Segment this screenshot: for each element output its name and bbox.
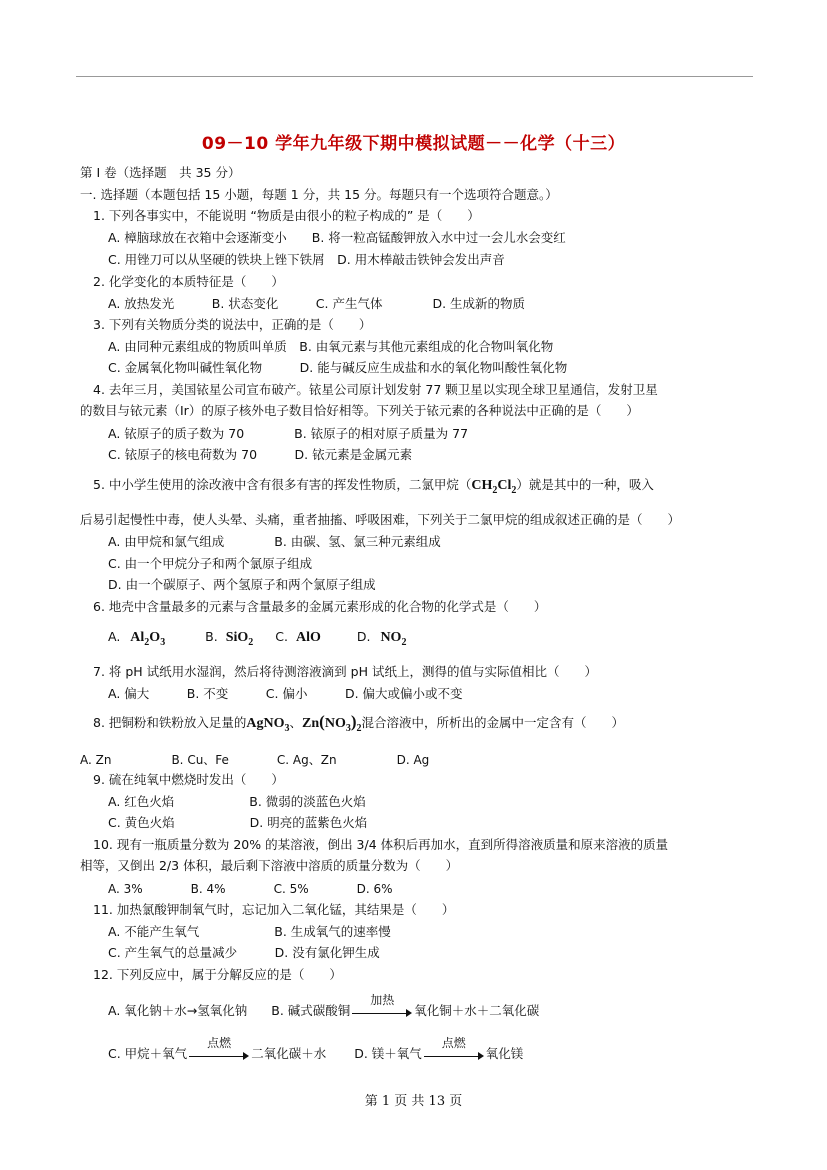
question-9-options-ab: A. 红色火焰 B. 微弱的淡蓝色火焰: [108, 794, 366, 809]
question-2-stem: 2. 化学变化的本质特征是（ ）: [93, 274, 284, 289]
question-12-option-d-product: 氧化镁: [485, 1046, 524, 1061]
question-5-stem-line1: [93, 477, 654, 499]
question-6-options: [108, 629, 406, 651]
question-12-options-cd: [108, 1035, 524, 1062]
reaction-arrow-ignite-c: [189, 1035, 249, 1060]
question-8-separator: 、: [289, 715, 303, 730]
question-12-option-c-product: 二氧化碳＋水: [251, 1046, 327, 1061]
part-heading: 一. 选择题（本题包括 15 小题，每题 1 分，共 15 分。每题只有一个选项符合题意。）: [80, 187, 558, 202]
question-1-stem: 1. 下列各事实中，不能说明 “物质是由很小的粒子构成的” 是（ ）: [93, 208, 480, 223]
option-b-label: B.: [205, 629, 218, 644]
question-10-options: A. 3% B. 4% C. 5% D. 6%: [108, 882, 393, 896]
question-8-stem-part1: 8. 把铜粉和铁粉放入足量的: [93, 715, 247, 730]
reaction-arrow-ignite-d: [424, 1035, 484, 1060]
question-6-stem: 6. 地壳中含量最多的元素与含量最多的金属元素形成的化合物的化学式是（ ）: [93, 599, 547, 614]
question-4-options-ab: A. 铱原子的质子数为 70 B. 铱原子的相对原子质量为 77: [108, 426, 469, 441]
header-rule: [76, 76, 753, 77]
option-d-label: D.: [356, 629, 371, 644]
question-11-options-cd: C. 产生氧气的总量减少 D. 没有氯化钾生成: [108, 945, 380, 960]
question-12-option-b-reactant: B. 碱式碳酸铜: [271, 1003, 351, 1018]
section-heading: 第 I 卷（选择题 共 35 分）: [80, 165, 241, 180]
formula-agno3: AgNO$_3$: [246, 716, 290, 734]
question-3-stem: 3. 下列有关物质分类的说法中，正确的是（ ）: [93, 317, 372, 332]
formula-ch2cl2: $CH_2Cl_2$: [471, 478, 517, 496]
question-4-stem-line2: 的数目与铱元素（Ir）的原子核外电子数目恰好相等。下列关于铱元素的各种说法中正确的是（ ）: [80, 403, 639, 418]
question-3-options-cd: C. 金属氧化物叫碱性氧化物 D. 能与碱反应生成盐和水的氧化物叫酸性氧化物: [108, 360, 568, 375]
question-10-stem-line2: 相等，又倒出 2/3 体积，最后剩下溶液中溶质的质量分数为（ ）: [80, 858, 459, 873]
question-8-stem: [93, 714, 624, 737]
question-10-stem-line1: 10. 现有一瓶质量分数为 20% 的某溶液，倒出 3/4 体积后再加水，直到所得溶液质量和原来溶液的质量: [93, 837, 669, 852]
condition-ignite-d: 点燃: [441, 1035, 466, 1050]
question-1-options-ab: A. 樟脑球放在衣箱中会逐渐变小 B. 将一粒高锰酸钾放入水中过一会儿水会变红: [108, 230, 566, 245]
question-9-stem: 9. 硫在纯氧中燃烧时发出（ ）: [93, 772, 284, 787]
question-11-options-ab: A. 不能产生氧气 B. 生成氧气的速率慢: [108, 924, 391, 939]
question-9-options-cd: C. 黄色火焰 D. 明亮的蓝紫色火焰: [108, 815, 368, 830]
question-12-option-b-product: 氧化铜＋水＋二氧化碳: [414, 1003, 540, 1018]
question-2-options: A. 放热发光 B. 状态变化 C. 产生气体 D. 生成新的物质: [108, 296, 526, 311]
question-8-stem-part2: 混合溶液中，所析出的金属中一定含有（ ）: [361, 715, 625, 730]
question-5-option-d: D. 由一个碳原子、两个氢原子和两个氯原子组成: [108, 577, 376, 592]
question-12-stem: 12. 下列反应中，属于分解反应的是（ ）: [93, 967, 342, 982]
option-c-label: C.: [275, 629, 288, 644]
formula-sio2: SiO$_2$: [225, 630, 254, 648]
page-title: 09－10 学年九年级下期中模拟试题－－化学（十三）: [201, 134, 626, 154]
question-5-stem-line2: 后易引起慢性中毒，使人头晕、头痛，重者抽搐、呼吸困难，下列关于二氯甲烷的组成叙述正确的是（ ）: [80, 512, 681, 527]
question-4-stem-line1: 4. 去年三月，美国铱星公司宣布破产。铱星公司原计划发射 77 颗卫星以实现全球卫星通信，发射卫星: [93, 382, 658, 397]
condition-ignite-c: 点燃: [207, 1035, 232, 1050]
question-1-options-cd: C. 用锉刀可以从坚硬的铁块上锉下铁屑 D. 用木棒敲击铁钟会发出声音: [108, 252, 505, 267]
question-5-stem-part2: ）就是其中的一种，吸入: [516, 477, 654, 492]
question-5-options-ab: A. 由甲烷和氯气组成 B. 由碳、氢、氯三种元素组成: [108, 534, 441, 549]
question-12-option-d-reactant: D. 镁＋氧气: [354, 1046, 422, 1061]
question-12-option-c-reactant: C. 甲烷＋氧气: [108, 1046, 188, 1061]
question-12-options-ab: [108, 992, 540, 1019]
option-a-label: A.: [108, 629, 121, 644]
page-footer: 第 1 页 共 13 页: [364, 1094, 463, 1109]
reaction-arrow-heat: [352, 992, 412, 1017]
formula-zn-no3-2: $Zn(NO_3)_2$: [302, 712, 362, 734]
question-3-options-ab: A. 由同种元素组成的物质叫单质 B. 由氧元素与其他元素组成的化合物叫氧化物: [108, 339, 554, 354]
formula-al2o3: $Al_2O_3$: [130, 630, 166, 648]
formula-no2: $NO_2$: [380, 630, 407, 648]
question-7-stem: 7. 将 pH 试纸用水湿润，然后将待测溶液滴到 pH 试纸上，测得的值与实际值相比（ ）: [93, 664, 597, 679]
question-8-options: A. Zn B. Cu、Fe C. Ag、Zn D. Ag: [80, 753, 430, 767]
question-4-options-cd: C. 铱原子的核电荷数为 70 D. 铱元素是金属元素: [108, 447, 413, 462]
formula-alo: AlO: [295, 630, 321, 645]
question-11-stem: 11. 加热氯酸钾制氧气时，忘记加入二氧化锰，其结果是（ ）: [93, 902, 455, 917]
question-5-stem-part1: 5. 中小学生使用的涂改液中含有很多有害的挥发性物质，二氯甲烷（: [93, 477, 472, 492]
question-7-options: A. 偏大 B. 不变 C. 偏小 D. 偏大或偏小或不变: [108, 686, 463, 701]
condition-heat: 加热: [370, 992, 395, 1007]
question-5-option-c: C. 由一个甲烷分子和两个氯原子组成: [108, 556, 313, 571]
question-12-option-a: A. 氧化钠＋水→氢氧化钠: [108, 1003, 248, 1018]
